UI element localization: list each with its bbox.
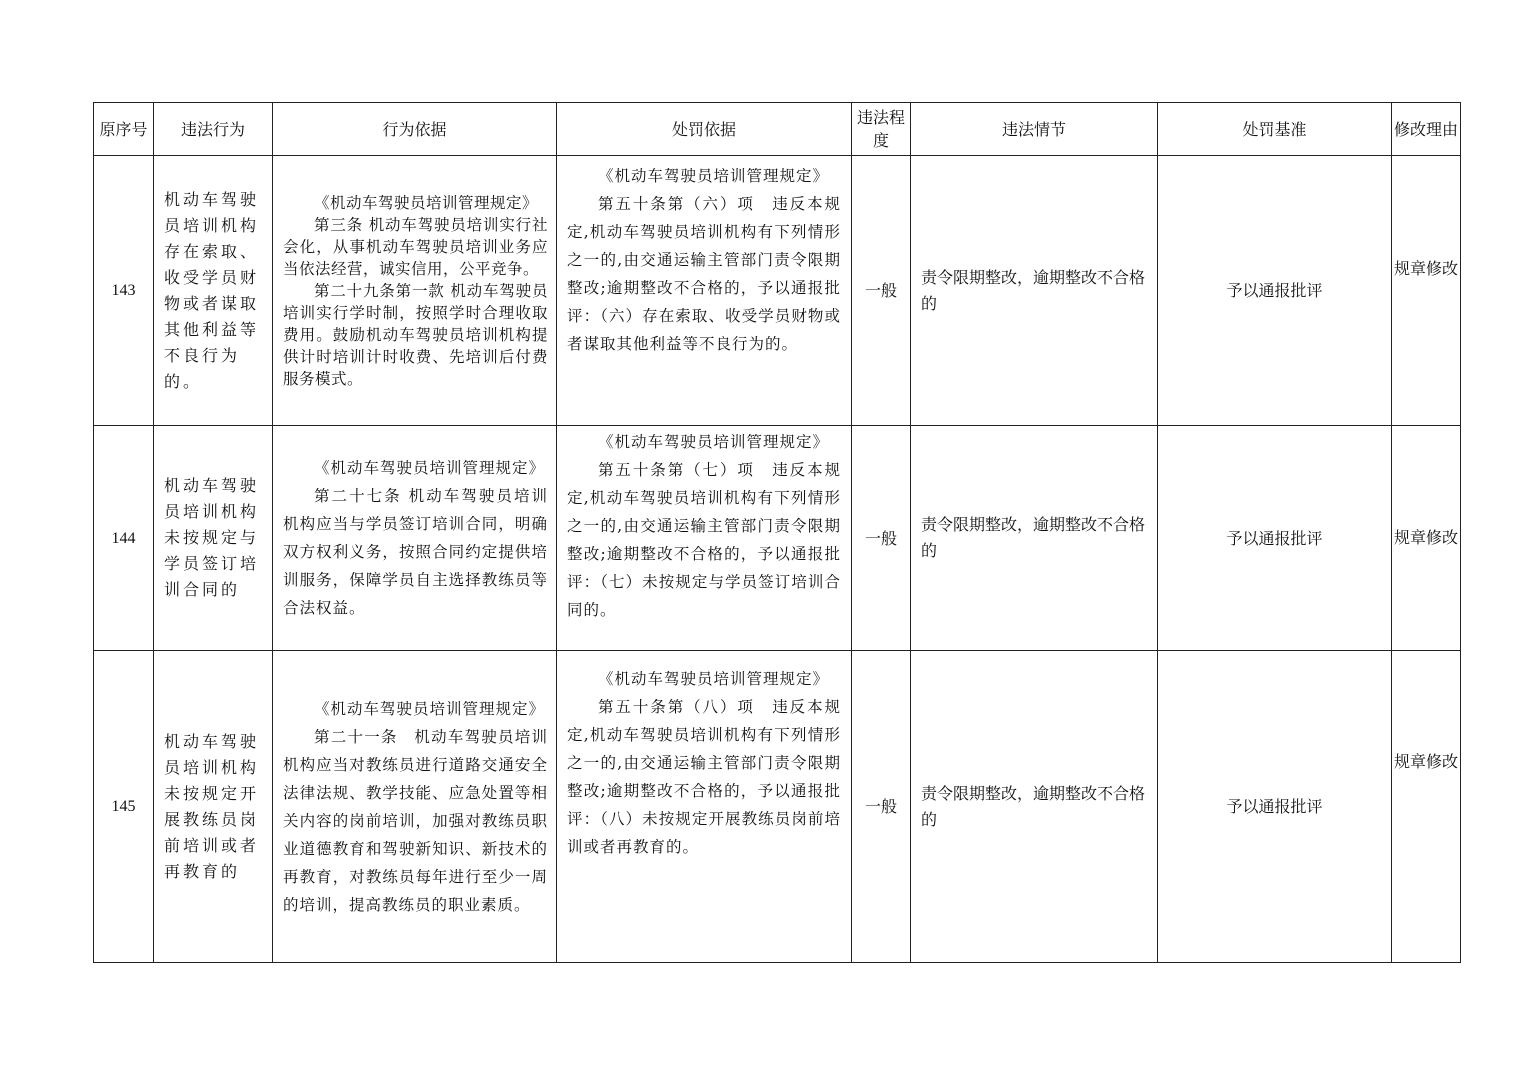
header-no: 原序号	[94, 103, 154, 156]
header-circumstance: 违法情节	[911, 103, 1158, 156]
basis-paragraph: 第三条 机动车驾驶员培训实行社会化，从事机动车驾驶员培训业务应当依法经营，诚实信用，公平竞争。	[283, 215, 548, 278]
table-header-row	[94, 103, 1461, 156]
behavior-basis	[273, 651, 557, 963]
penalty-paragraph: 《机动车驾驶员培训管理规定》	[598, 167, 830, 185]
modification-reason: 规章修改	[1392, 426, 1461, 651]
basis-paragraph: 第二十一条 机动车驾驶员培训机构应当对教练员进行道路交通安全法律法规、教学技能、应急处置等相关内容的岗前培训，加强对教练员职业道德教育和驾驶新知识、新技术的再教育，对教练员每年进行至少一周的培训，提高教练员的职业素质。	[283, 727, 548, 914]
violation-behavior: 机动车驾驶员培训机构存在索取、收受学员财物或者谋取其他利益等不良行为的。	[154, 156, 273, 426]
header-standard: 处罚基准	[1158, 103, 1392, 156]
row-number: 144	[94, 426, 154, 651]
penalty-paragraph: 第五十条第（八）项 违反本规定,机动车驾驶员培训机构有下列情形之一的,由交通运输主管部门责令限期整改;逾期整改不合格的，予以通报批评：（八）未按规定开展教练员岗前培训或者再教育的。	[567, 698, 841, 856]
violation-circumstance: 责令限期整改，逾期整改不合格的	[911, 156, 1158, 426]
basis-paragraph: 《机动车驾驶员培训管理规定》	[314, 699, 546, 718]
modification-reason: 规章修改	[1392, 651, 1461, 963]
penalty-standard: 予以通报批评	[1158, 651, 1392, 963]
table-row	[94, 426, 1461, 651]
table-row	[94, 156, 1461, 426]
table-row	[94, 651, 1461, 963]
penalty-basis	[557, 651, 852, 963]
violation-circumstance: 责令限期整改，逾期整改不合格的	[911, 426, 1158, 651]
basis-paragraph: 《机动车驾驶员培训管理规定》	[314, 193, 539, 212]
violation-degree: 一般	[852, 651, 911, 963]
basis-paragraph: 第二十九条第一款 机动车驾驶员培训实行学时制，按照学时合理收取费用。鼓励机动车驾驶员培训机构提供计时培训计时收费、先培训后付费服务模式。	[283, 281, 548, 388]
header-reason: 修改理由	[1392, 103, 1461, 156]
modification-reason: 规章修改	[1392, 156, 1461, 426]
penalty-paragraph: 《机动车驾驶员培训管理规定》	[598, 670, 830, 688]
penalty-paragraph: 《机动车驾驶员培训管理规定》	[598, 433, 830, 451]
penalty-paragraph: 第五十条第（六）项 违反本规定,机动车驾驶员培训机构有下列情形之一的,由交通运输主管部门责令限期整改;逾期整改不合格的，予以通报批评：（六）存在索取、收受学员财物或者谋取其他利益等不良行为的。	[567, 195, 841, 353]
header-degree: 违法程度	[852, 103, 911, 156]
violation-behavior: 机动车驾驶员培训机构未按规定开展教练员岗前培训或者再教育的	[154, 651, 273, 963]
violation-behavior: 机动车驾驶员培训机构未按规定与学员签订培训合同的	[154, 426, 273, 651]
violation-degree: 一般	[852, 426, 911, 651]
penalty-paragraph: 第五十条第（七）项 违反本规定,机动车驾驶员培训机构有下列情形之一的,由交通运输主管部门责令限期整改;逾期整改不合格的，予以通报批评：（七）未按规定与学员签订培训合同的。	[567, 461, 841, 619]
violation-degree: 一般	[852, 156, 911, 426]
header-basis: 行为依据	[273, 103, 557, 156]
row-number: 143	[94, 156, 154, 426]
header-behavior: 违法行为	[154, 103, 273, 156]
behavior-basis	[273, 156, 557, 426]
penalty-standard: 予以通报批评	[1158, 426, 1392, 651]
violation-circumstance: 责令限期整改，逾期整改不合格的	[911, 651, 1158, 963]
penalty-basis	[557, 156, 852, 426]
basis-paragraph: 《机动车驾驶员培训管理规定》	[314, 459, 546, 477]
row-number: 145	[94, 651, 154, 963]
behavior-basis	[273, 426, 557, 651]
header-penalty-basis: 处罚依据	[557, 103, 852, 156]
penalty-basis	[557, 426, 852, 651]
penalty-standard-table	[93, 102, 1461, 963]
penalty-standard: 予以通报批评	[1158, 156, 1392, 426]
basis-paragraph: 第二十七条 机动车驾驶员培训机构应当与学员签订培训合同，明确双方权利义务，按照合同约定提供培训服务，保障学员自主选择教练员等合法权益。	[283, 487, 548, 617]
